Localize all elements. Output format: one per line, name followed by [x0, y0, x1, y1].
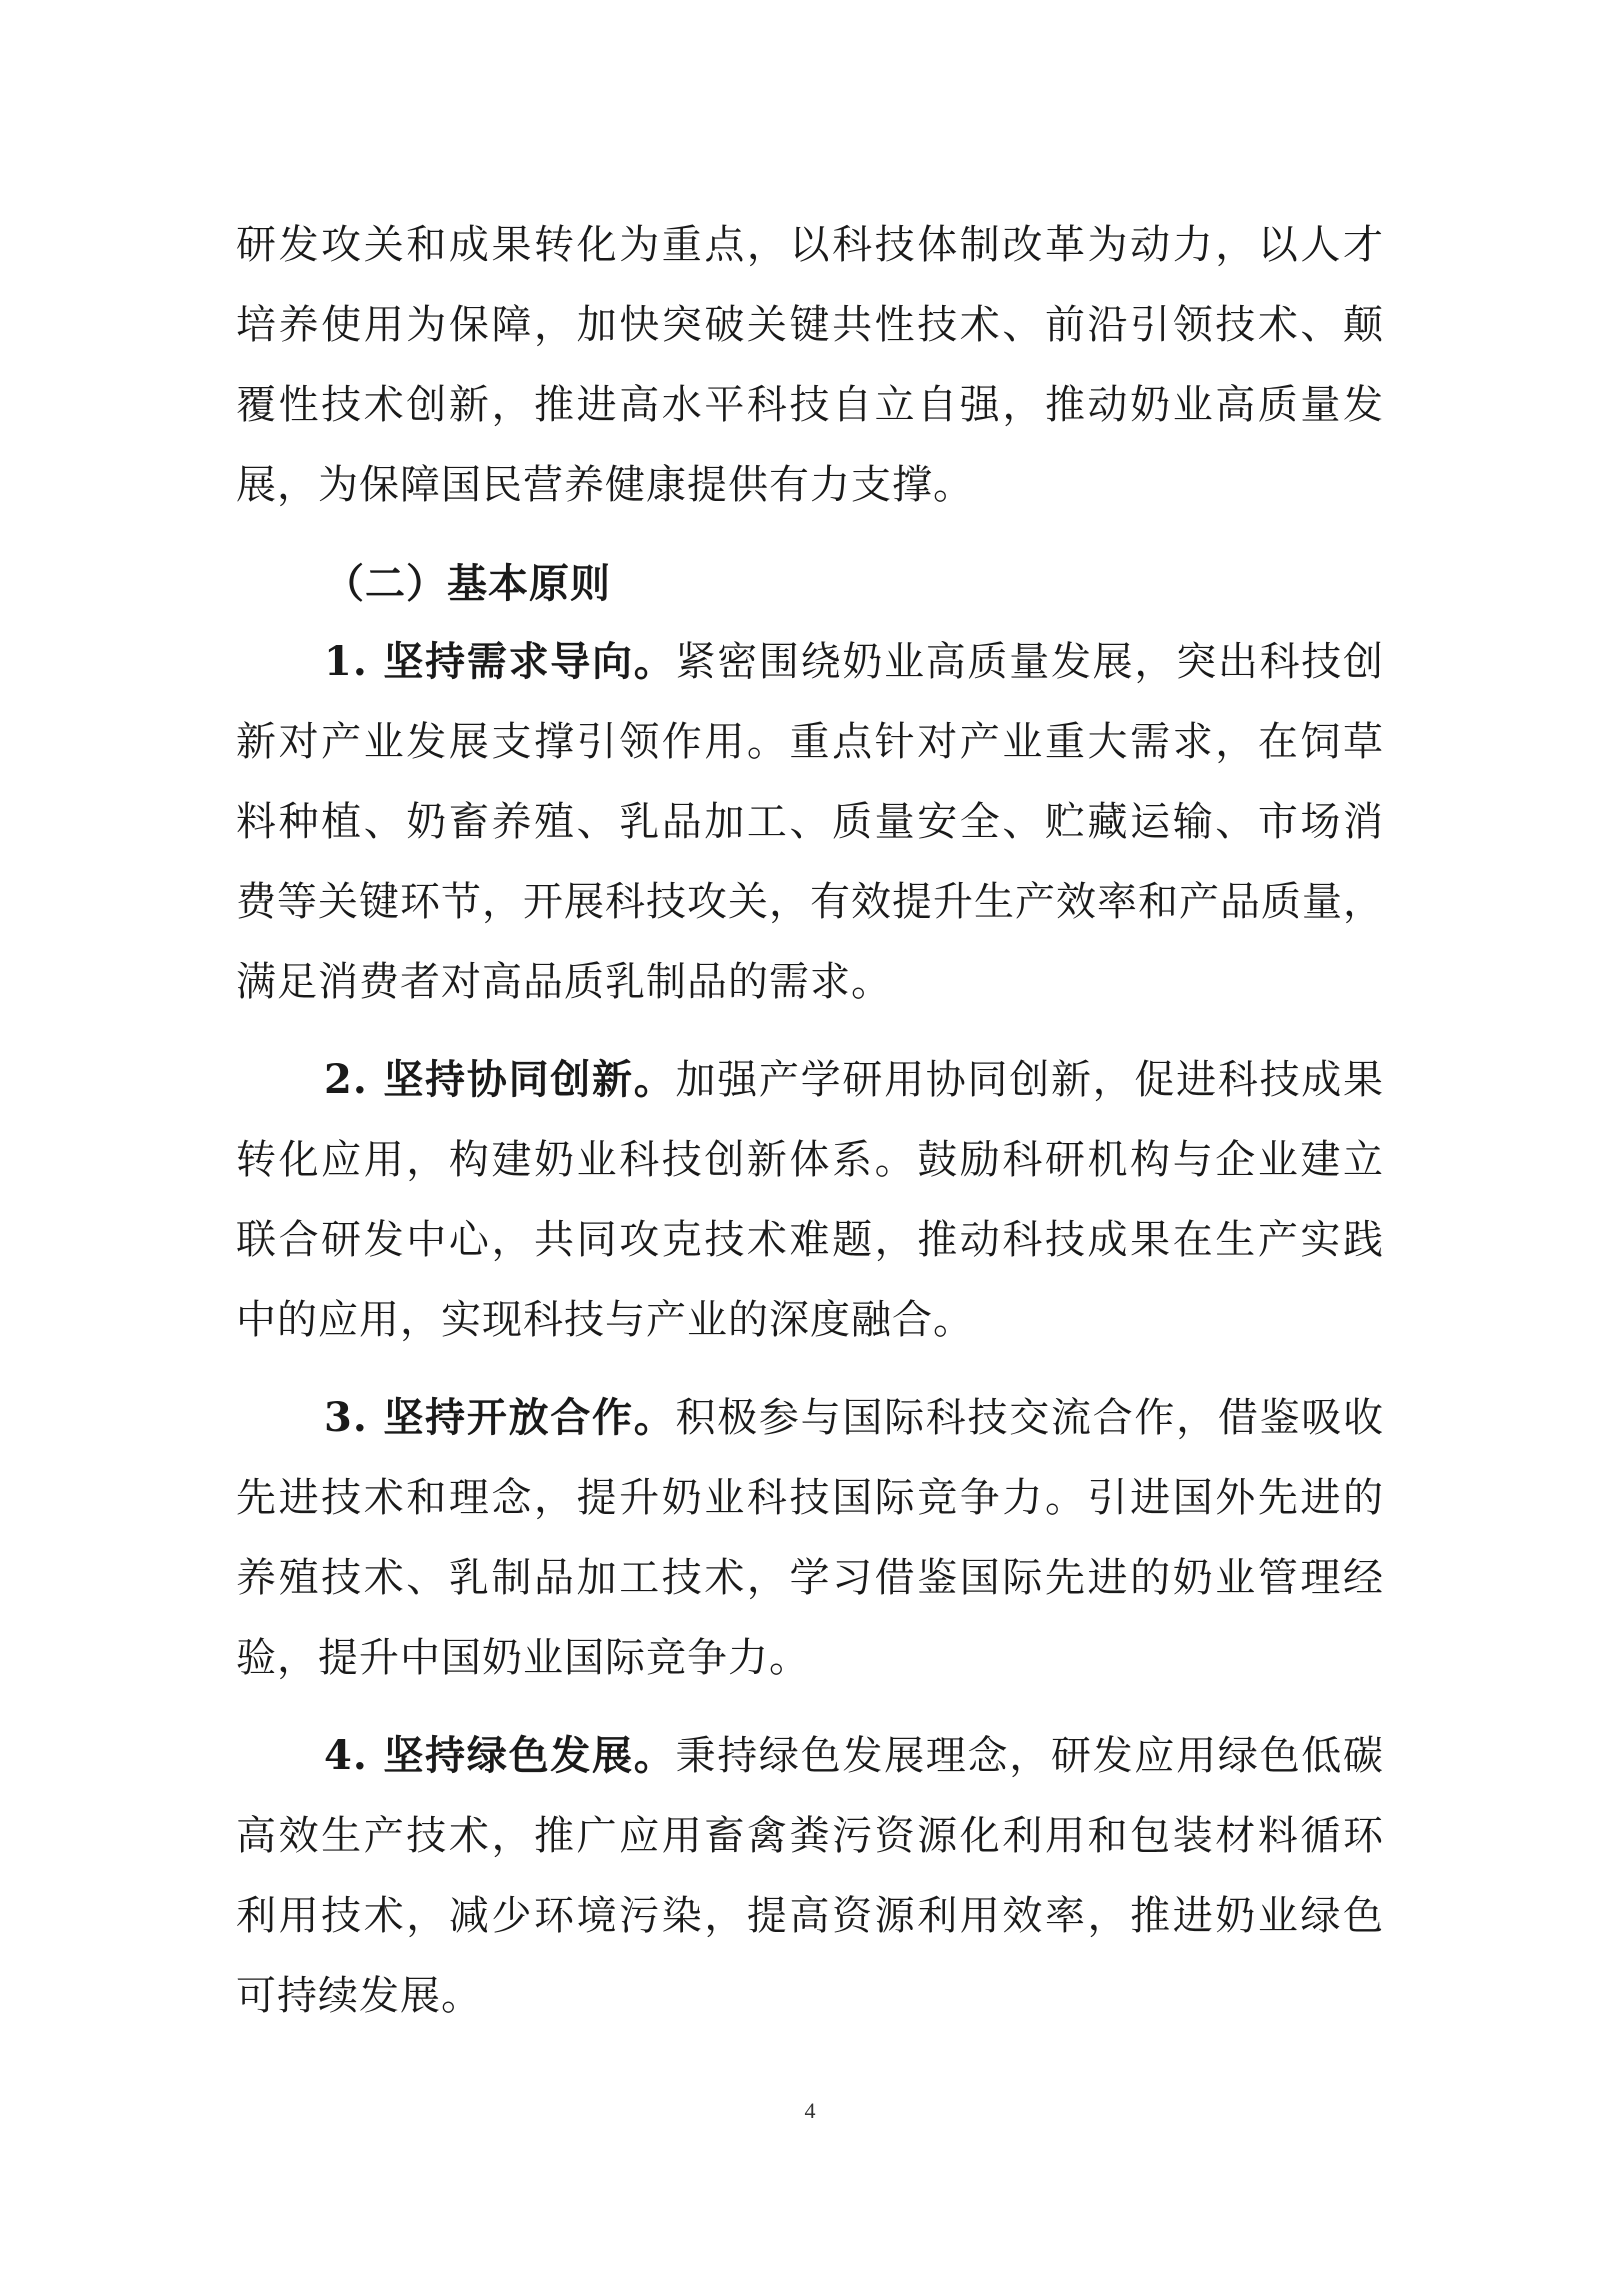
section-heading-block: [236, 544, 1384, 624]
principle-2-first-line: [236, 1040, 1384, 1120]
intro-paragraph: [236, 205, 1384, 525]
intro-line-1: 研发攻关和成果转化为重点，以科技体制改革为动力，以人才: [236, 222, 1384, 268]
section-heading: （二）基本原则: [324, 560, 611, 607]
principle-1-first-line-text: 紧密围绕奶业高质量发展，突出科技创: [675, 639, 1384, 685]
principle-4-title: 4. 坚持绿色发展。: [324, 1732, 676, 1779]
principle-2-line-3: 联合研发中心，共同攻克技术难题，推动科技成果在生产实践: [236, 1217, 1384, 1263]
page-number: 4: [804, 2098, 816, 2123]
principle-paragraph-1: [236, 622, 1384, 1022]
principle-paragraph-4: [236, 1716, 1384, 2036]
principle-2-line-2: 转化应用，构建奶业科技创新体系。鼓励科研机构与企业建立: [236, 1137, 1384, 1183]
principle-1-title: 1. 坚持需求导向。: [324, 638, 676, 685]
principle-4-line-3: 利用技术，减少环境污染，提高资源利用效率，推进奶业绿色: [236, 1893, 1384, 1939]
principle-3-line-3: 养殖技术、乳制品加工技术，学习借鉴国际先进的奶业管理经: [236, 1555, 1384, 1601]
principle-3-first-line-text: 积极参与国际科技交流合作，借鉴吸收: [675, 1395, 1384, 1441]
principle-2-title: 2. 坚持协同创新。: [324, 1056, 676, 1103]
principle-1-line-4: 费等关键环节，开展科技攻关，有效提升生产效率和产品质量，: [236, 879, 1384, 925]
principle-1-line-5: 满足消费者对高品质乳制品的需求。: [236, 959, 892, 1005]
principle-4-first-line-text: 秉持绿色发展理念，研发应用绿色低碳: [675, 1733, 1384, 1779]
principle-paragraph-2: [236, 1040, 1384, 1360]
principle-4-first-line: [236, 1716, 1384, 1796]
principle-paragraph-3: [236, 1378, 1384, 1698]
principle-4-line-4: 可持续发展。: [236, 1973, 482, 2019]
intro-line-3: 覆性技术创新，推进高水平科技自立自强，推动奶业高质量发: [236, 382, 1384, 428]
principle-1-line-3: 料种植、奶畜养殖、乳品加工、质量安全、贮藏运输、市场消: [236, 799, 1384, 845]
principle-4-line-2: 高效生产技术，推广应用畜禽粪污资源化利用和包装材料循环: [236, 1813, 1384, 1859]
principle-3-line-2: 先进技术和理念，提升奶业科技国际竞争力。引进国外先进的: [236, 1475, 1384, 1521]
principle-1-first-line: [236, 622, 1384, 702]
principle-3-title: 3. 坚持开放合作。: [324, 1394, 676, 1441]
intro-line-4: 展，为保障国民营养健康提供有力支撑。: [236, 462, 974, 508]
principle-2-first-line-text: 加强产学研用协同创新，促进科技成果: [675, 1057, 1384, 1103]
principle-2-line-4: 中的应用，实现科技与产业的深度融合。: [236, 1297, 974, 1343]
intro-line-2: 培养使用为保障，加快突破关键共性技术、前沿引领技术、颠: [236, 302, 1384, 348]
principle-3-line-4: 验，提升中国奶业国际竞争力。: [236, 1635, 810, 1681]
principle-3-first-line: [236, 1378, 1384, 1458]
principle-1-line-2: 新对产业发展支撑引领作用。重点针对产业重大需求，在饲草: [236, 719, 1384, 765]
